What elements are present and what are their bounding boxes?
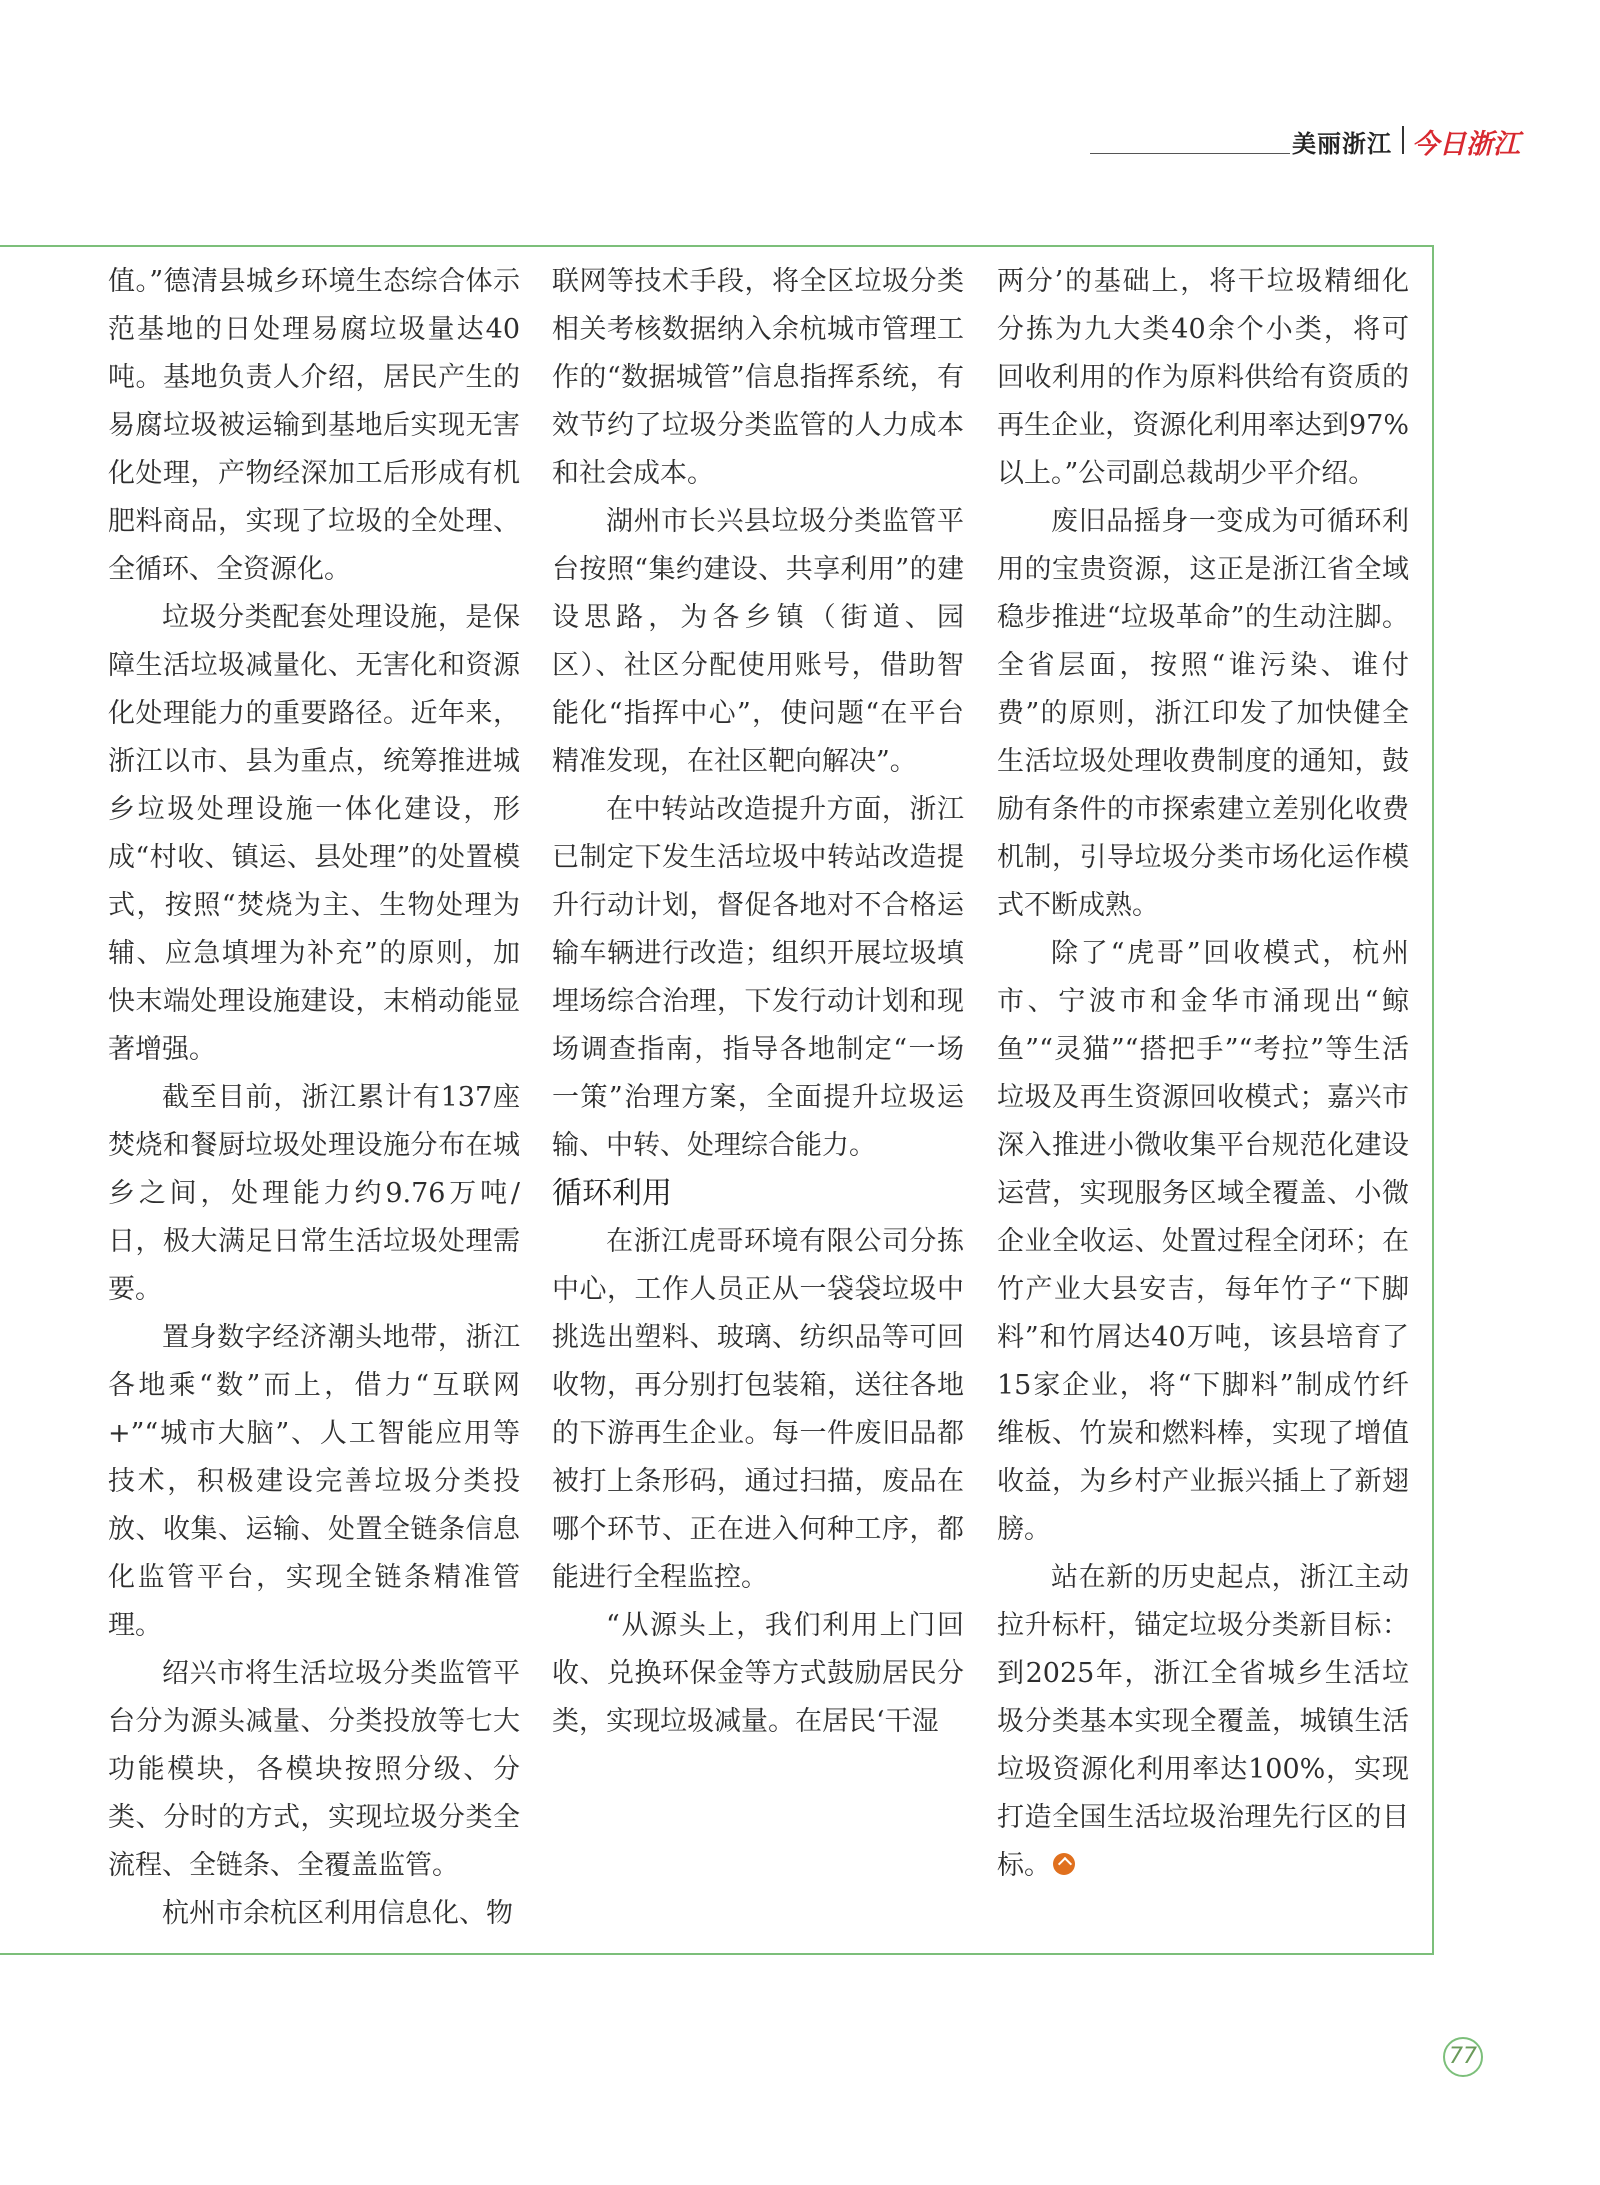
page-header (1090, 122, 1520, 160)
paragraph: “从源头上，我们利用上门回收、兑换环保金等方式鼓励居民分类，实现垃圾减量。在居民‘干湿 (552, 1610, 964, 1737)
header-divider (1402, 126, 1404, 154)
header-section-name: 美丽浙江 (1292, 130, 1392, 158)
paragraph: 除了“虎哥”回收模式，杭州市、宁波市和金华市涌现出“鲸鱼”“灵猫”“搭把手”“考拉”等生活垃圾及再生资源回收模式；嘉兴市深入推进小微收集平台规范化建设运营，实现服务区域全覆盖、小微企业全收运、处置过程全闭环；在竹产业大县安吉，每年竹子“下脚料”和竹屑达40万吨，该县培育了15家企业，将“下脚料”制成竹纤维板、竹炭和燃料棒，实现了增值收益，为乡村产业振兴插上了新翅膀。 (997, 938, 1409, 1545)
section-heading: 循环利用 (552, 1176, 672, 1211)
article-column-3 (997, 258, 1409, 1890)
paragraph: 杭州市余杭区利用信息化、物 (162, 1898, 513, 1929)
paragraph-text: 站在新的历史起点，浙江主动拉升标杆，锚定垃圾分类新目标：到2025年，浙江全省城乡生活垃圾分类基本实现全覆盖，城镇生活垃圾资源化利用率达100%，实现打造全国生活垃圾治理先行区的目标。 (997, 1562, 1409, 1881)
article-column-2 (552, 258, 964, 1746)
paragraph: 值。”德清县城乡环境生态综合体示范基地的日处理易腐垃圾量达40吨。基地负责人介绍，居民产生的易腐垃圾被运输到基地后实现无害化处理，产物经深加工后形成有机肥料商品，实现了垃圾的全处理、全循环、全资源化。 (108, 266, 520, 585)
paragraph-last (997, 1554, 1409, 1890)
paragraph: 废旧品摇身一变成为可循环利用的宝贵资源，这正是浙江省全域稳步推进“垃圾革命”的生动注脚。全省层面，按照“谁污染、谁付费”的原则，浙江印发了加快健全生活垃圾处理收费制度的通知，鼓励有条件的市探索建立差别化收费机制，引导垃圾分类市场化运作模式不断成熟。 (997, 506, 1409, 921)
paragraph: 在中转站改造提升方面，浙江已制定下发生活垃圾中转站改造提升行动计划，督促各地对不合格运输车辆进行改造；组织开展垃圾填埋场综合治理，下发行动计划和现场调查指南，指导各地制定“一场一策”治理方案，全面提升垃圾运输、中转、处理综合能力。 (552, 794, 964, 1161)
end-mark-icon (1053, 1853, 1075, 1875)
paragraph: 两分’的基础上，将干垃圾精细化分拣为九大类40余个小类，将可回收利用的作为原料供给有资质的再生企业，资源化利用率达到97%以上。”公司副总裁胡少平介绍。 (997, 266, 1409, 489)
article-column-1 (108, 258, 520, 1938)
paragraph: 联网等技术手段，将全区垃圾分类相关考核数据纳入余杭城市管理工作的“数据城管”信息指挥系统，有效节约了垃圾分类监管的人力成本和社会成本。 (552, 266, 964, 489)
paragraph: 置身数字经济潮头地带，浙江各地乘“数”而上，借力“互联网+”“城市大脑”、人工智能应用等技术，积极建设完善垃圾分类投放、收集、运输、处置全链条信息化监管平台，实现全链条精准管理。 (108, 1322, 520, 1641)
paragraph: 截至目前，浙江累计有137座焚烧和餐厨垃圾处理设施分布在城乡之间，处理能力约9.76万吨/日，极大满足日常生活垃圾处理需要。 (108, 1082, 520, 1305)
page-number: 77 (1443, 2037, 1483, 2077)
paragraph: 在浙江虎哥环境有限公司分拣中心，工作人员正从一袋袋垃圾中挑选出塑料、玻璃、纺织品等可回收物，再分别打包装箱，送往各地的下游再生企业。每一件废旧品都被打上条形码，通过扫描，废品在哪个环节、正在进入何种工序，都能进行全程监控。 (552, 1226, 964, 1593)
paragraph: 垃圾分类配套处理设施，是保障生活垃圾减量化、无害化和资源化处理能力的重要路径。近年来，浙江以市、县为重点，统筹推进城乡垃圾处理设施一体化建设，形成“村收、镇运、县处理”的处置模式，按照“焚烧为主、生物处理为辅、应急填埋为补充”的原则，加快末端处理设施建设，末梢动能显著增强。 (108, 602, 520, 1065)
header-rule (1090, 153, 1290, 154)
paragraph: 绍兴市将生活垃圾分类监管平台分为源头减量、分类投放等七大功能模块，各模块按照分级、分类、分时的方式，实现垃圾分类全流程、全链条、全覆盖监管。 (108, 1658, 520, 1881)
magazine-logo: 今日浙江 (1412, 129, 1520, 160)
paragraph: 湖州市长兴县垃圾分类监管平台按照“集约建设、共享利用”的建设思路，为各乡镇（街道、园区）、社区分配使用账号，借助智能化“指挥中心”，使问题“在平台精准发现，在社区靶向解决”。 (552, 506, 964, 777)
